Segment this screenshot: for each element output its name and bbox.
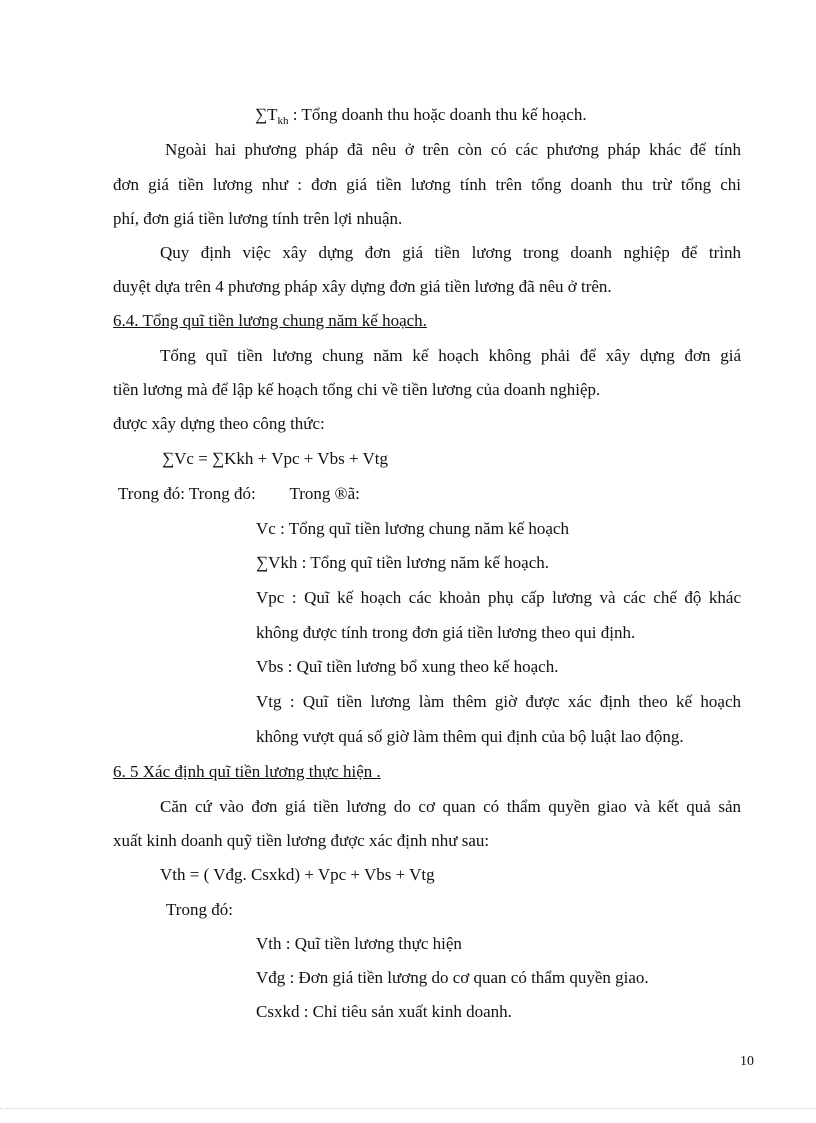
paragraph-line: duyệt dựa trên 4 phương pháp xây dựng đơn giá tiền lương đã nêu ở trên. [113,277,612,296]
paragraph-line: Tổng quĩ tiền lương chung năm kế hoạch không phải để xây dựng đơn giá [160,346,741,365]
definition-vtg-cont: không vượt quá số giờ làm thêm qui định của bộ luật lao động. [256,727,684,746]
page-bottom-divider [0,1108,816,1109]
section-heading-6-5: 6. 5 Xác định quĩ tiền lương thực hiện . [113,762,381,781]
definition-vth: Vth : Quĩ tiền lương thực hiện [256,934,462,953]
section-heading-6-4: 6.4. Tổng quĩ tiền lương chung năm kế hoạch. [113,311,427,330]
paragraph-line: Quy định việc xây dựng đơn giá tiền lương trong doanh nghiệp để trình [160,243,741,262]
paragraph-line: được xây dựng theo công thức: [113,414,325,433]
subscript-kh: kh [277,115,289,127]
definition-vpc-cont: không được tính trong đơn giá tiền lương theo qui định. [256,623,636,642]
paragraph-line: tiền lương mà để lập kế hoạch tổng chi về tiền lương của doanh nghiệp. [113,380,601,399]
definition-vdg: Vđg : Đơn giá tiền lương do cơ quan có thẩm quyền giao. [256,968,649,987]
definition-vtg: Vtg : Quĩ tiền lương làm thêm giờ được xác định theo kế hoạch [256,692,741,711]
definition-tkh [255,104,587,132]
paragraph-line: đơn giá tiền lương như : đơn giá tiền lương tính trên tổng doanh thu trừ tổng chi [113,175,741,194]
paragraph-line: Ngoài hai phương pháp đã nêu ở trên còn có các phương pháp khác để tính [165,140,741,159]
paragraph-line: Căn cứ vào đơn giá tiền lương do cơ quan có thẩm quyền giao và kết quả sản [160,797,741,816]
paragraph-line: phí, đơn giá tiền lương tính trên lợi nhuận. [113,209,403,228]
definition-vpc: Vpc : Quĩ kế hoạch các khoản phụ cấp lương và các chế độ khác [256,588,741,607]
sum-symbol: ∑T [255,105,278,124]
definition-vc: Vc : Tổng quĩ tiền lương chung năm kế hoạch [256,519,569,538]
where-label: Trong đó: Trong đó: Trong ®ã: [118,484,360,503]
page-number: 10 [740,1054,754,1069]
paragraph-line: xuất kinh doanh quỹ tiền lương được xác định như sau: [113,831,490,850]
definition-vkh: ∑Vkh : Tổng quĩ tiền lương năm kế hoạch. [256,553,549,572]
where-label: Trong đó: [166,900,233,919]
formula-vth: Vth = ( Vđg. Csxkd) + Vpc + Vbs + Vtg [160,865,435,884]
definition-tkh-text: : Tổng doanh thu hoặc doanh thu kế hoạch. [288,105,587,124]
definition-csxkd: Csxkd : Chỉ tiêu sản xuất kinh doanh. [256,1002,512,1021]
definition-vbs: Vbs : Quĩ tiền lương bổ xung theo kế hoạch. [256,657,559,676]
formula-vc: ∑Vc = ∑Kkh + Vpc + Vbs + Vtg [162,449,388,468]
